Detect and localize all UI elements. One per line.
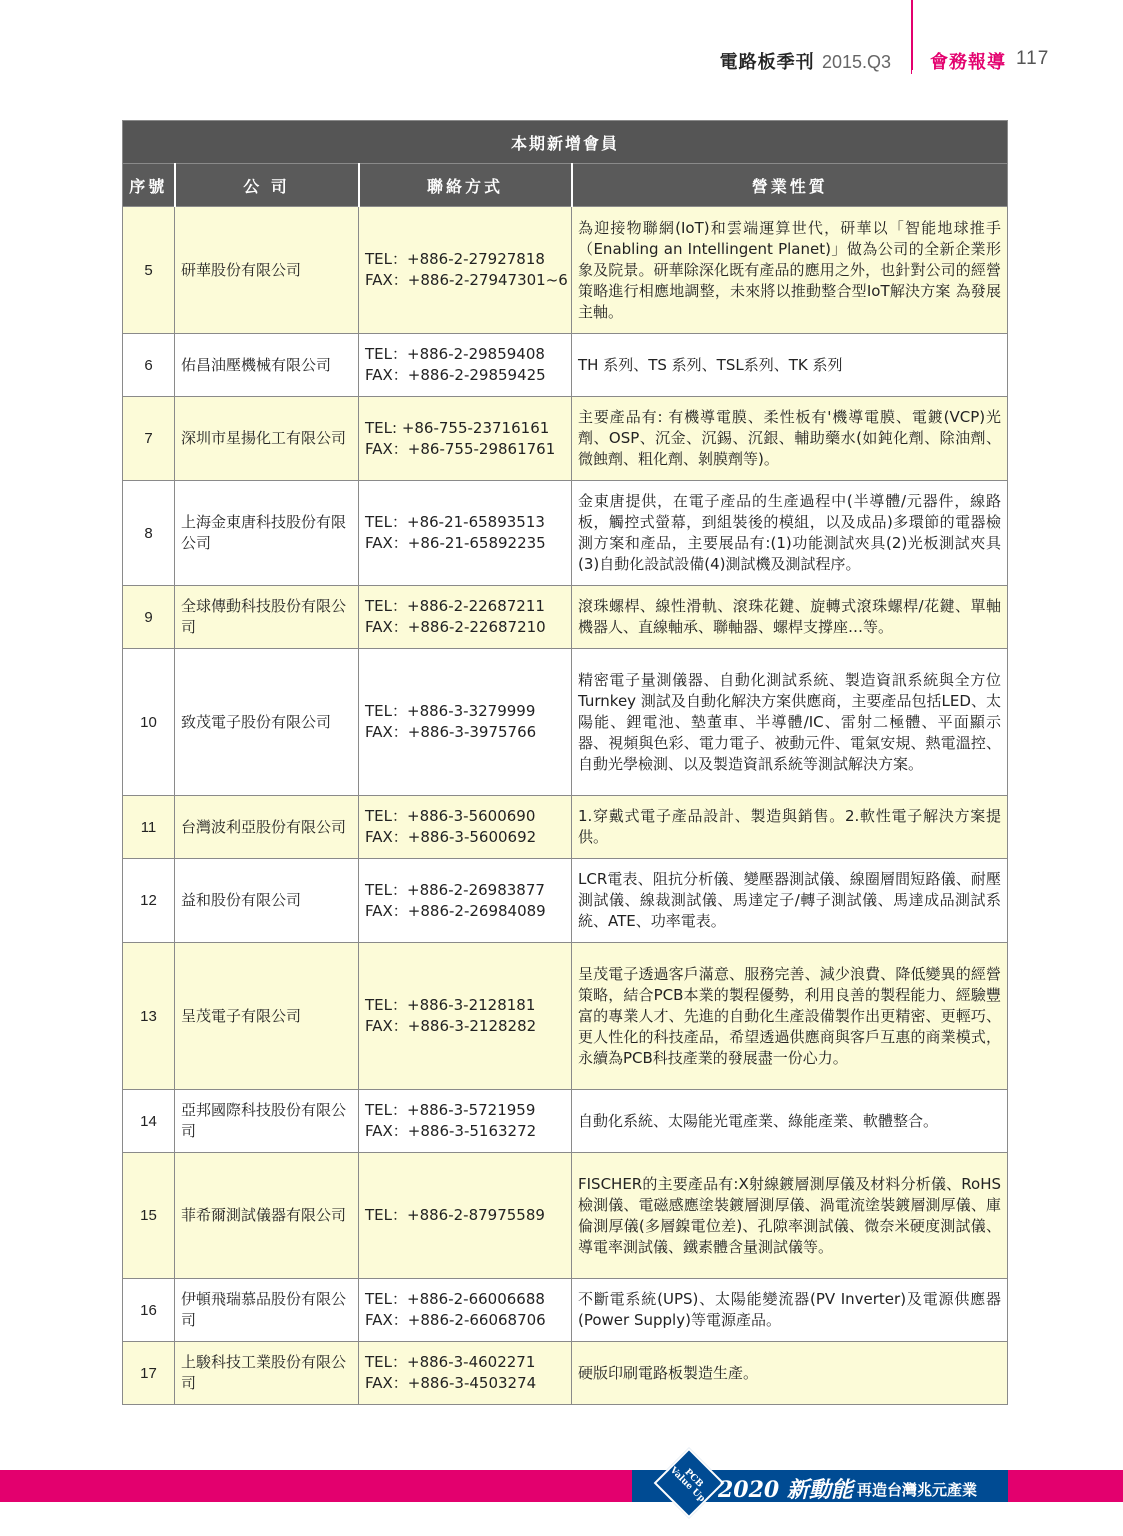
company-name: 亞邦國際科技股份有限公司 [175, 1090, 359, 1153]
footer-subtitle: 再造台灣兆元產業 [857, 1481, 978, 1499]
tel-number: TEL：+886-2-22687211 [365, 597, 545, 615]
business-description: 主要產品有: 有機導電膜、柔性板有'機導電膜、電鍍(VCP)光劑、OSP、沉金、沉錫、沉銀、輔助藥水(如鈍化劑、除油劑、微蝕劑、粗化劑、剝膜劑等)。 [572, 397, 1008, 481]
column-header-number: 序號 [123, 164, 175, 207]
row-number: 6 [123, 334, 175, 397]
logo-text: PCB Value Up [667, 1465, 707, 1505]
table-row [123, 1342, 1008, 1405]
column-header-business: 營業性質 [572, 164, 1008, 207]
new-members-table [122, 120, 1008, 1405]
business-description: 呈茂電子透過客戶滿意、服務完善、減少浪費、降低變異的經營策略，結合PCB本業的製程優勢，利用良善的製程能力、經驗豐富的專業人才、先進的自動化生產設備製作出更精密、更輕巧、更人性化的科技產品，希望透過供應商與客戶互惠的商業模式，永續為PCB科技產業的發展盡一份心力。 [572, 943, 1008, 1090]
business-description: 1.穿戴式電子產品設計、製造與銷售。2.軟性電子解決方案提供。 [572, 796, 1008, 859]
company-name: 上駿科技工業股份有限公司 [175, 1342, 359, 1405]
business-description: 精密電子量測儀器、自動化測試系統、製造資訊系統與全方位Turnkey 測試及自動化解決方案供應商，主要產品包括LED、太陽能、鋰電池、墊董車、半導體/IC、雷射二極體、平面顯示器、視頻與色彩、電力電子、被動元件、電氣安規、熱電溫控、自動光學檢測、以及製造資訊系統等測試解決方案。 [572, 649, 1008, 796]
fax-number: FAX：+886-2-66068706 [365, 1311, 546, 1329]
contact-info [359, 943, 572, 1090]
fax-number: FAX：+886-2-27947301~6 [365, 271, 568, 289]
row-number: 5 [123, 207, 175, 334]
section-title: 會務報導 [930, 52, 1006, 73]
row-number: 13 [123, 943, 175, 1090]
table-row [123, 334, 1008, 397]
fax-number: FAX：+886-2-26984089 [365, 901, 546, 920]
table-body [123, 207, 1008, 1405]
row-number: 16 [123, 1279, 175, 1342]
column-header-contact: 聯絡方式 [359, 164, 572, 207]
business-description: TH 系列、TS 系列、TSL系列、TK 系列 [572, 334, 1008, 397]
company-name: 上海金東唐科技股份有限公司 [175, 481, 359, 586]
business-description: 為迎接物聯網(IoT)和雲端運算世代，研華以「智能地球推手（Enabling an Intellingent Planet)」做為公司的全新企業形象及院景。研華除深化既有產品的應用之外，也針對公司的經營策略進行相應地調整，未來將以推動整合型IoT解決方案 為發展主軸。 [572, 207, 1008, 334]
contact-info [359, 397, 572, 481]
contact-info [359, 796, 572, 859]
tel-number: TEL：+886-2-66006688 [365, 1290, 545, 1308]
journal-name: 電路板季刊 [719, 52, 815, 73]
table-row [123, 481, 1008, 586]
header-divider [911, 46, 912, 74]
row-number: 11 [123, 796, 175, 859]
business-description: 滾珠螺桿、線性滑軌、滾珠花鍵、旋轉式滾珠螺桿/花鍵、單軸機器人、直線軸承、聯軸器、螺桿支撐座…等。 [572, 586, 1008, 649]
table-row [123, 1279, 1008, 1342]
row-number: 17 [123, 1342, 175, 1405]
table-row [123, 586, 1008, 649]
page-header [0, 46, 1123, 76]
journal-title [720, 48, 891, 74]
business-description: 硬版印刷電路板製造生產。 [572, 1342, 1008, 1405]
tel-number: TEL：+886-3-5721959 [365, 1101, 536, 1119]
table-row [123, 859, 1008, 943]
company-name: 全球傳動科技股份有限公司 [175, 586, 359, 649]
company-name: 深圳市星揚化工有限公司 [175, 397, 359, 481]
business-description: 自動化系統、太陽能光電產業、綠能產業、軟體整合。 [572, 1090, 1008, 1153]
tel-number: TEL：+86-21-65893513 [365, 513, 545, 531]
table-row [123, 397, 1008, 481]
contact-info [359, 1279, 572, 1342]
contact-info [359, 481, 572, 586]
table-row [123, 649, 1008, 796]
fax-number: FAX：+886-3-3975766 [365, 723, 537, 741]
row-number: 9 [123, 586, 175, 649]
tel-number: TEL：+886-3-3279999 [365, 702, 536, 720]
table-row [123, 207, 1008, 334]
company-name: 菲希爾測試儀器有限公司 [175, 1153, 359, 1279]
company-name: 致茂電子股份有限公司 [175, 649, 359, 796]
company-name: 研華股份有限公司 [175, 207, 359, 334]
fax-number: FAX：+86-21-65892235 [365, 534, 546, 552]
tel-number: TEL：+886-3-2128181 [365, 996, 536, 1014]
company-name: 益和股份有限公司 [175, 859, 359, 943]
journal-issue: 2015.Q3 [821, 52, 891, 72]
column-header-company: 公 司 [175, 164, 359, 207]
fax-number: FAX：+886-2-22687210 [365, 618, 546, 636]
contact-info [359, 649, 572, 796]
business-description: 金東唐提供，在電子產品的生產過程中(半導體/元器件，線路板，觸控式螢幕，到組裝後的模組，以及成品)多環節的電器檢測方案和產品，主要展品有:(1)功能測試夾具(2)光板測試夾具(3)自動化設試設備(4)測試機及測試程序。 [572, 481, 1008, 586]
contact-info [359, 1090, 572, 1153]
row-number: 8 [123, 481, 175, 586]
tel-number: TEL：+886-2-87975589 [365, 1206, 545, 1224]
company-name: 台灣波利亞股份有限公司 [175, 796, 359, 859]
row-number: 12 [123, 859, 175, 943]
tel-number: TEL：+886-2-26983877 [365, 880, 545, 899]
fax-number: FAX：+86-755-29861761 [365, 439, 556, 458]
contact-info [359, 586, 572, 649]
fax-number: FAX：+886-3-4503274 [365, 1374, 537, 1392]
contact-info [359, 859, 572, 943]
table-row [123, 1153, 1008, 1279]
tel-number: TEL：+886-2-27927818 [365, 250, 545, 268]
contact-info [359, 334, 572, 397]
table-title: 本期新增會員 [123, 121, 1008, 164]
fax-number: FAX：+886-3-5600692 [365, 828, 537, 846]
row-number: 10 [123, 649, 175, 796]
page-number: 117 [1016, 48, 1050, 69]
contact-info [359, 1153, 572, 1279]
fax-number: FAX：+886-3-5163272 [365, 1122, 537, 1140]
contact-info [359, 1342, 572, 1405]
row-number: 7 [123, 397, 175, 481]
company-name: 呈茂電子有限公司 [175, 943, 359, 1090]
table-row [123, 1090, 1008, 1153]
table-row [123, 943, 1008, 1090]
row-number: 14 [123, 1090, 175, 1153]
tel-number: TEL：+886-3-4602271 [365, 1353, 536, 1371]
company-name: 伊頓飛瑞慕品股份有限公司 [175, 1279, 359, 1342]
row-number: 15 [123, 1153, 175, 1279]
company-name: 佑昌油壓機械有限公司 [175, 334, 359, 397]
footer-headline: 2020 新動能 [718, 1477, 853, 1503]
tel-number: TEL：+886-2-29859408 [365, 345, 545, 363]
tel-number: TEL：+886-3-5600690 [365, 807, 536, 825]
business-description: LCR電表、阻抗分析儀、變壓器測試儀、線圈層間短路儀、耐壓測試儀、線裁測試儀、馬達定子/轉子測試儀、馬達成品測試系統、ATE、功率電表。 [572, 859, 1008, 943]
business-description: FISCHER的主要產品有:X射線鍍層測厚儀及材料分析儀、RoHS檢測儀、電磁感應塗裝鍍層測厚儀、渦電流塗裝鍍層測厚儀、庫倫測厚儀(多層鎳電位差)、孔隙率測試儀、微奈米硬度測試儀、導電率測試儀、鐵素體含量測試儀等。 [572, 1153, 1008, 1279]
business-description: 不斷電系統(UPS)、太陽能變流器(PV Inverter)及電源供應器(Power Supply)等電源產品。 [572, 1279, 1008, 1342]
tel-number: TEL: +86-755-23716161 [365, 418, 550, 437]
contact-info [359, 207, 572, 334]
table-row [123, 796, 1008, 859]
fax-number: FAX：+886-2-29859425 [365, 366, 546, 384]
fax-number: FAX：+886-3-2128282 [365, 1017, 537, 1035]
